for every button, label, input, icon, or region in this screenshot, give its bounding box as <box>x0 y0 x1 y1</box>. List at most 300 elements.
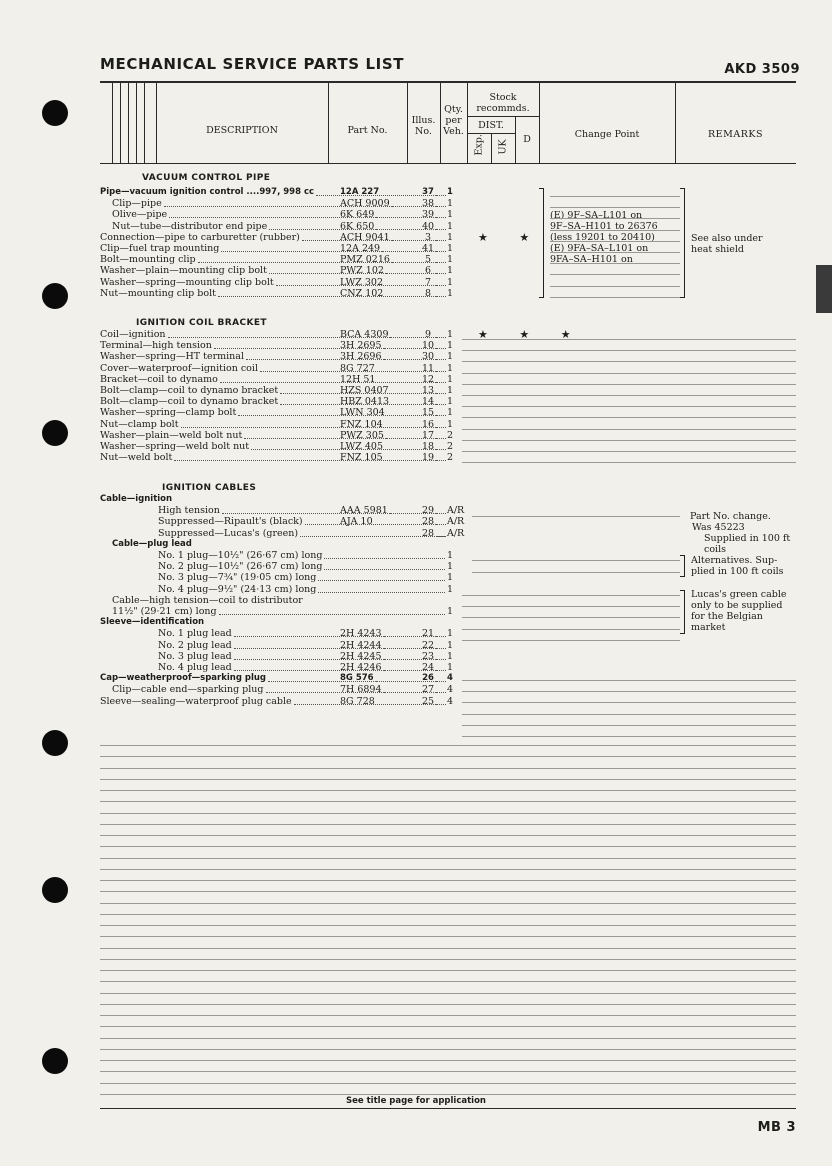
table-row <box>100 328 585 341</box>
table-row <box>100 419 462 430</box>
dot-leader <box>436 460 446 461</box>
row-part-no: 2H 4246 <box>340 662 382 673</box>
ruled-line <box>100 948 796 949</box>
column-rule <box>675 83 676 163</box>
row-part-no: 12A 249 <box>340 243 381 254</box>
dot-leader <box>436 536 446 537</box>
dot-leader <box>385 285 420 286</box>
remarks-bracket <box>680 188 685 298</box>
row-description: Washer—plain—mounting clip bolt <box>100 265 267 277</box>
dot-leader <box>375 524 420 525</box>
ruled-line <box>100 959 796 960</box>
row-description: Nut—mounting clip bolt <box>100 287 216 299</box>
ruled-line <box>550 196 680 197</box>
row-qty: 2 <box>447 429 454 441</box>
dot-leader <box>436 285 446 286</box>
row-description: Olive—pipe <box>112 209 168 221</box>
row-qty: 1 <box>447 254 454 266</box>
row-description: Nut—tube—distributor end pipe <box>112 220 268 232</box>
row-qty: 1 <box>447 373 454 385</box>
table-row <box>100 265 462 276</box>
table-row <box>100 230 544 244</box>
page-number: MB 3 <box>757 1120 796 1135</box>
row-description: Cable—plug lead <box>112 538 192 549</box>
dot-leader <box>390 513 420 514</box>
binder-hole <box>42 420 68 446</box>
ruled-line <box>462 595 680 596</box>
binder-hole <box>42 1048 68 1074</box>
ruled-line <box>462 406 796 407</box>
dot-leader <box>384 659 420 660</box>
col-stock-line1: Stock <box>489 92 517 103</box>
remark-line: Part No. change. <box>690 511 771 522</box>
ruled-line <box>100 1071 796 1072</box>
row-illus-no: 6 <box>424 265 432 277</box>
row-description: Clip—fuel trap mounting <box>100 243 220 254</box>
change-point-note: 9FA–SA–H101 on <box>550 254 633 265</box>
ruled-line <box>550 274 680 275</box>
col-illus-line1: Illus. <box>411 115 436 126</box>
row-illus-no: 30 <box>421 351 435 363</box>
ruled-line <box>472 572 680 573</box>
table-row <box>100 662 462 673</box>
dot-leader <box>385 296 420 297</box>
row-part-no: ACH 9041 <box>340 231 390 243</box>
remarks-bracket <box>680 590 685 634</box>
row-part-no: FNZ 104 <box>340 418 383 430</box>
row-illus-no: 17 <box>421 429 435 441</box>
row-description: Washer—spring—weld bolt nut <box>100 441 250 452</box>
remark-line: plied in 100 ft coils <box>691 566 784 577</box>
dot-leader <box>385 460 420 461</box>
table-row <box>100 696 462 707</box>
row-description: Bolt—clamp—coil to dynamo bracket <box>100 385 279 396</box>
row-illus-no: 38 <box>421 198 435 210</box>
row-description: Nut—clamp bolt <box>100 418 179 430</box>
column-rule <box>328 83 329 163</box>
row-qty: 1 <box>447 662 454 673</box>
dot-leader <box>436 404 446 405</box>
dot-leader <box>385 449 420 450</box>
page-title: MECHANICAL SERVICE PARTS LIST <box>100 55 405 73</box>
dot-leader <box>392 240 420 241</box>
row-description: Connection—pipe to carburetter (rubber) <box>100 231 300 243</box>
table-row <box>100 516 465 528</box>
column-rule <box>120 83 121 163</box>
row-description: No. 3 plug lead <box>158 650 232 662</box>
row-illus-no: 23 <box>421 650 435 662</box>
column-rule <box>144 83 145 163</box>
row-part-no: ACH 9009 <box>340 198 390 210</box>
dot-leader <box>436 240 446 241</box>
col-d: D <box>523 134 531 145</box>
row-part-no: 3H 2696 <box>340 351 382 363</box>
row-qty: 1 <box>447 287 454 299</box>
row-description: Pipe—vacuum ignition control ....997, 998 cc <box>100 187 315 197</box>
row-qty: 1 <box>447 650 454 662</box>
table-row <box>100 628 462 639</box>
ruled-line <box>550 297 680 298</box>
row-illus-no: 15 <box>421 407 435 419</box>
dot-leader <box>382 251 420 252</box>
col-change-point: Change Point <box>574 129 640 140</box>
row-description: No. 3 plug—7¾" (19·05 cm) long <box>158 572 317 584</box>
ruled-line <box>100 813 796 814</box>
column-rule <box>136 83 137 163</box>
row-description: Suppressed—Lucas's (green) <box>158 527 299 539</box>
dot-leader <box>318 592 445 593</box>
dot-leader <box>377 382 420 383</box>
ruled-line <box>462 680 796 681</box>
dot-leader <box>318 580 445 581</box>
ruled-line <box>462 429 796 430</box>
row-illus-no: 26 <box>422 673 434 684</box>
row-description: Cable—high tension—coil to distributor <box>112 594 303 606</box>
row-part-no: 12A 227 <box>340 187 380 197</box>
remark-line: coils <box>704 544 726 555</box>
dot-leader <box>436 449 446 450</box>
table-row <box>100 651 462 662</box>
table-row <box>100 407 462 418</box>
dot-leader <box>391 393 420 394</box>
row-illus-no: 5 <box>424 254 432 266</box>
ruled-line <box>462 350 796 351</box>
row-illus-no: 10 <box>421 340 435 352</box>
ruled-line <box>100 768 796 769</box>
change-point-note: (E) 9FA–SA–L101 on <box>550 243 649 254</box>
row-part-no: 2H 4243 <box>340 628 382 640</box>
row-part-no: CNZ 102 <box>340 287 384 299</box>
row-part-no: HZS 0407 <box>340 385 389 396</box>
ruled-line <box>100 891 796 892</box>
col-exp: Exp. <box>473 134 485 156</box>
row-qty: 1 <box>447 407 454 419</box>
row-qty: 2 <box>447 441 454 452</box>
dot-leader <box>436 415 446 416</box>
row-part-no: 2H 4244 <box>340 639 382 651</box>
stock-star-icon: ★ ★ <box>478 230 544 244</box>
ruled-line <box>100 1015 796 1016</box>
col-illus <box>407 115 440 137</box>
section-title-ignition-cables: IGNITION CABLES <box>162 483 257 493</box>
ruled-line <box>462 395 796 396</box>
dot-leader <box>436 382 446 383</box>
ruled-line <box>100 745 796 746</box>
row-qty: 1 <box>447 231 454 243</box>
dot-leader <box>436 438 446 439</box>
row-description: Nut—weld bolt <box>100 452 173 464</box>
remark-part-change <box>690 511 790 555</box>
ruled-line <box>100 925 796 926</box>
dot-leader <box>436 704 446 705</box>
ruled-line <box>462 462 796 463</box>
row-qty: 1 <box>447 639 454 651</box>
row-illus-no: 3 <box>424 231 432 243</box>
header-rule <box>100 81 796 83</box>
row-qty: 1 <box>447 628 454 640</box>
row-illus-no: 28 <box>421 527 435 539</box>
row-part-no: 7H 6894 <box>340 684 382 696</box>
col-qty <box>440 104 467 137</box>
remark-line: for the Belgian <box>691 611 763 622</box>
dot-leader <box>384 648 420 649</box>
change-point-note: 9F–SA–H101 to 26376 <box>550 221 658 232</box>
ruled-line <box>550 218 680 219</box>
col-dist: DIST. <box>478 120 504 131</box>
col-stock-line2: recommds. <box>476 103 530 114</box>
row-part-no: LWZ 405 <box>340 441 384 452</box>
row-qty: 1 <box>447 187 453 197</box>
dot-leader <box>436 692 446 693</box>
dot-leader <box>436 393 446 394</box>
row-part-no: BCA 4309 <box>340 329 389 340</box>
section-title-vacuum-control-pipe: VACUUM CONTROL PIPE <box>142 173 271 183</box>
table-row <box>100 385 462 396</box>
row-description: No. 2 plug—10½" (26·67 cm) long <box>158 561 323 573</box>
table-row <box>100 684 462 695</box>
table-row <box>100 187 462 198</box>
ruled-line <box>550 286 680 287</box>
ruled-line <box>462 640 680 641</box>
ruled-line <box>550 230 680 231</box>
dot-leader <box>385 427 420 428</box>
row-illus-no: 19 <box>421 452 435 464</box>
table-row <box>100 595 462 606</box>
dot-leader <box>377 704 420 705</box>
ruled-line <box>100 993 796 994</box>
row-part-no: HBZ 0413 <box>340 396 390 408</box>
change-point-note: (less 19201 to 20410) <box>550 232 655 243</box>
row-illus-no: 29 <box>421 505 435 517</box>
dot-leader <box>376 681 420 682</box>
ruled-line <box>100 756 796 757</box>
row-description: Sleeve—identification <box>100 617 205 628</box>
remark-line: Lucas's green cable <box>691 589 787 600</box>
col-stock <box>467 92 539 114</box>
row-qty: 1 <box>447 385 454 396</box>
table-row <box>100 243 462 254</box>
row-illus-no: 21 <box>421 628 435 640</box>
row-description: Washer—spring—HT terminal <box>100 351 244 363</box>
row-description: Clip—cable end—sparking plug <box>112 684 264 696</box>
table-row <box>100 640 462 651</box>
dot-leader <box>384 692 420 693</box>
ruled-line <box>462 417 796 418</box>
row-qty: A/R <box>447 505 465 517</box>
dot-leader <box>392 262 420 263</box>
binder-hole <box>42 730 68 756</box>
row-qty: A/R <box>447 527 465 539</box>
remark-belgian <box>691 589 787 633</box>
row-part-no: AAA 5981 <box>340 505 388 517</box>
stock-star-icon: ★ ★ ★ <box>478 328 585 341</box>
row-qty: 1 <box>447 583 454 595</box>
dot-leader <box>219 614 445 615</box>
table-row <box>100 572 462 583</box>
remark-line: market <box>691 622 726 633</box>
ruled-line <box>100 1049 796 1050</box>
remark-heat-shield <box>691 233 763 255</box>
row-qty: 1 <box>447 243 454 254</box>
ruled-line <box>100 835 796 836</box>
ruled-line <box>462 384 796 385</box>
ruled-line <box>100 824 796 825</box>
row-qty: 1 <box>447 351 454 363</box>
row-qty: 1 <box>447 561 454 573</box>
row-illus-no: 40 <box>421 220 435 232</box>
col-description: DESCRIPTION <box>206 125 278 136</box>
row-qty: 1 <box>447 550 454 561</box>
dot-leader <box>386 273 420 274</box>
dot-leader <box>436 427 446 428</box>
dot-leader <box>436 648 446 649</box>
table-row <box>100 374 462 385</box>
change-point-bracket <box>539 188 544 298</box>
ruled-line <box>100 970 796 971</box>
dot-leader <box>436 681 446 682</box>
dot-leader <box>376 229 420 230</box>
dot-leader <box>384 636 420 637</box>
binder-hole <box>42 283 68 309</box>
col-part-no: Part No. <box>347 125 388 136</box>
row-qty: 4 <box>447 684 454 696</box>
ruled-line <box>100 869 796 870</box>
row-description: No. 1 plug—10½" (26·67 cm) long <box>158 550 323 561</box>
row-qty: 1 <box>447 276 454 288</box>
remark-line: Alternatives. Sup- <box>691 555 778 566</box>
table-row <box>100 561 462 572</box>
row-qty: 1 <box>447 396 454 408</box>
row-qty: 1 <box>447 198 454 210</box>
table-row <box>100 505 465 517</box>
row-qty: 1 <box>447 265 454 277</box>
row-part-no: 12H 51 <box>340 373 376 385</box>
remarks-bracket <box>680 555 685 577</box>
row-qty: 4 <box>447 673 453 684</box>
row-description: Coil—ignition <box>100 329 166 340</box>
row-part-no: 2H 4245 <box>340 650 382 662</box>
column-rule <box>539 83 540 163</box>
row-part-no: 3H 2695 <box>340 340 382 352</box>
table-row <box>100 527 465 539</box>
table-row <box>100 584 462 595</box>
ruled-line <box>100 1004 796 1005</box>
column-rule <box>112 83 113 163</box>
row-description: 11½" (29·21 cm) long <box>112 606 217 617</box>
application-note: See title page for application <box>346 1096 486 1106</box>
ruled-line <box>550 241 680 242</box>
col-qty-line3: Veh. <box>443 126 464 137</box>
ruled-line <box>462 373 796 374</box>
row-qty: A/R <box>447 516 465 528</box>
row-part-no: PMZ 0216 <box>340 254 390 266</box>
row-illus-no: 25 <box>421 695 435 707</box>
dot-leader <box>381 195 420 196</box>
row-qty: 1 <box>447 329 454 340</box>
dot-leader <box>436 251 446 252</box>
ruled-line <box>100 981 796 982</box>
dot-leader <box>300 536 445 537</box>
table-row <box>100 539 462 550</box>
table-row <box>100 277 462 288</box>
row-description: Bolt—mounting clip <box>100 254 196 266</box>
row-illus-no: 28 <box>421 516 435 528</box>
row-part-no: 8G 728 <box>340 695 375 707</box>
row-part-no: LWN 304 <box>340 407 385 419</box>
col-remarks: REMARKS <box>708 129 763 140</box>
ruled-line <box>100 801 796 802</box>
dot-leader <box>390 337 420 338</box>
ruled-line <box>462 691 796 692</box>
row-part-no: PWZ 102 <box>340 265 384 277</box>
row-description: Washer—spring—clamp bolt <box>100 407 237 419</box>
row-qty: 4 <box>447 695 454 707</box>
ruled-line <box>462 725 796 726</box>
row-qty: 1 <box>447 209 454 221</box>
dot-leader <box>436 206 446 207</box>
ruled-line <box>100 846 796 847</box>
dot-leader <box>436 296 446 297</box>
dot-leader <box>324 569 445 570</box>
ruled-line <box>462 714 796 715</box>
row-illus-no: 12 <box>421 373 435 385</box>
dot-leader <box>436 229 446 230</box>
row-illus-no: 39 <box>421 209 435 221</box>
header-rule <box>100 163 796 164</box>
col-illus-line2: No. <box>415 126 432 137</box>
ruled-line <box>100 914 796 915</box>
row-part-no: 8G 727 <box>340 362 375 374</box>
row-illus-no: 13 <box>421 385 435 396</box>
dot-leader <box>384 348 420 349</box>
ruled-line <box>100 1060 796 1061</box>
ruled-line <box>100 779 796 780</box>
table-row <box>100 673 462 684</box>
dot-leader <box>392 206 420 207</box>
dot-leader <box>384 359 420 360</box>
index-tab <box>816 265 832 313</box>
table-row <box>100 494 462 505</box>
ruled-line <box>472 560 680 561</box>
row-description: Clip—pipe <box>112 198 162 210</box>
row-description: Washer—plain—weld bolt nut <box>100 429 243 441</box>
ruled-line <box>462 361 796 362</box>
row-qty: 1 <box>447 362 454 374</box>
row-description: Bolt—clamp—coil to dynamo bracket <box>100 396 279 408</box>
row-qty: 1 <box>447 572 454 584</box>
col-qty-line1: Qty. <box>444 104 463 115</box>
ruled-line <box>100 790 796 791</box>
row-illus-no: 14 <box>421 396 435 408</box>
row-part-no: 6K 649 <box>340 209 375 221</box>
table-row <box>100 288 462 299</box>
remark-line: only to be supplied <box>691 600 783 611</box>
row-description: Bracket—coil to dynamo <box>100 373 218 385</box>
remark-alternatives <box>691 555 784 577</box>
row-part-no: AJA 10 <box>340 516 373 528</box>
row-illus-no: 7 <box>424 276 432 288</box>
dot-leader <box>391 404 420 405</box>
binder-hole <box>42 877 68 903</box>
ruled-line <box>462 440 796 441</box>
row-description: High tension <box>158 505 220 517</box>
table-row <box>100 452 462 463</box>
table-row <box>100 441 462 452</box>
row-illus-no: 27 <box>421 684 435 696</box>
table-row <box>100 254 462 265</box>
row-part-no: FNZ 105 <box>340 452 383 464</box>
row-illus-no: 37 <box>422 187 434 197</box>
